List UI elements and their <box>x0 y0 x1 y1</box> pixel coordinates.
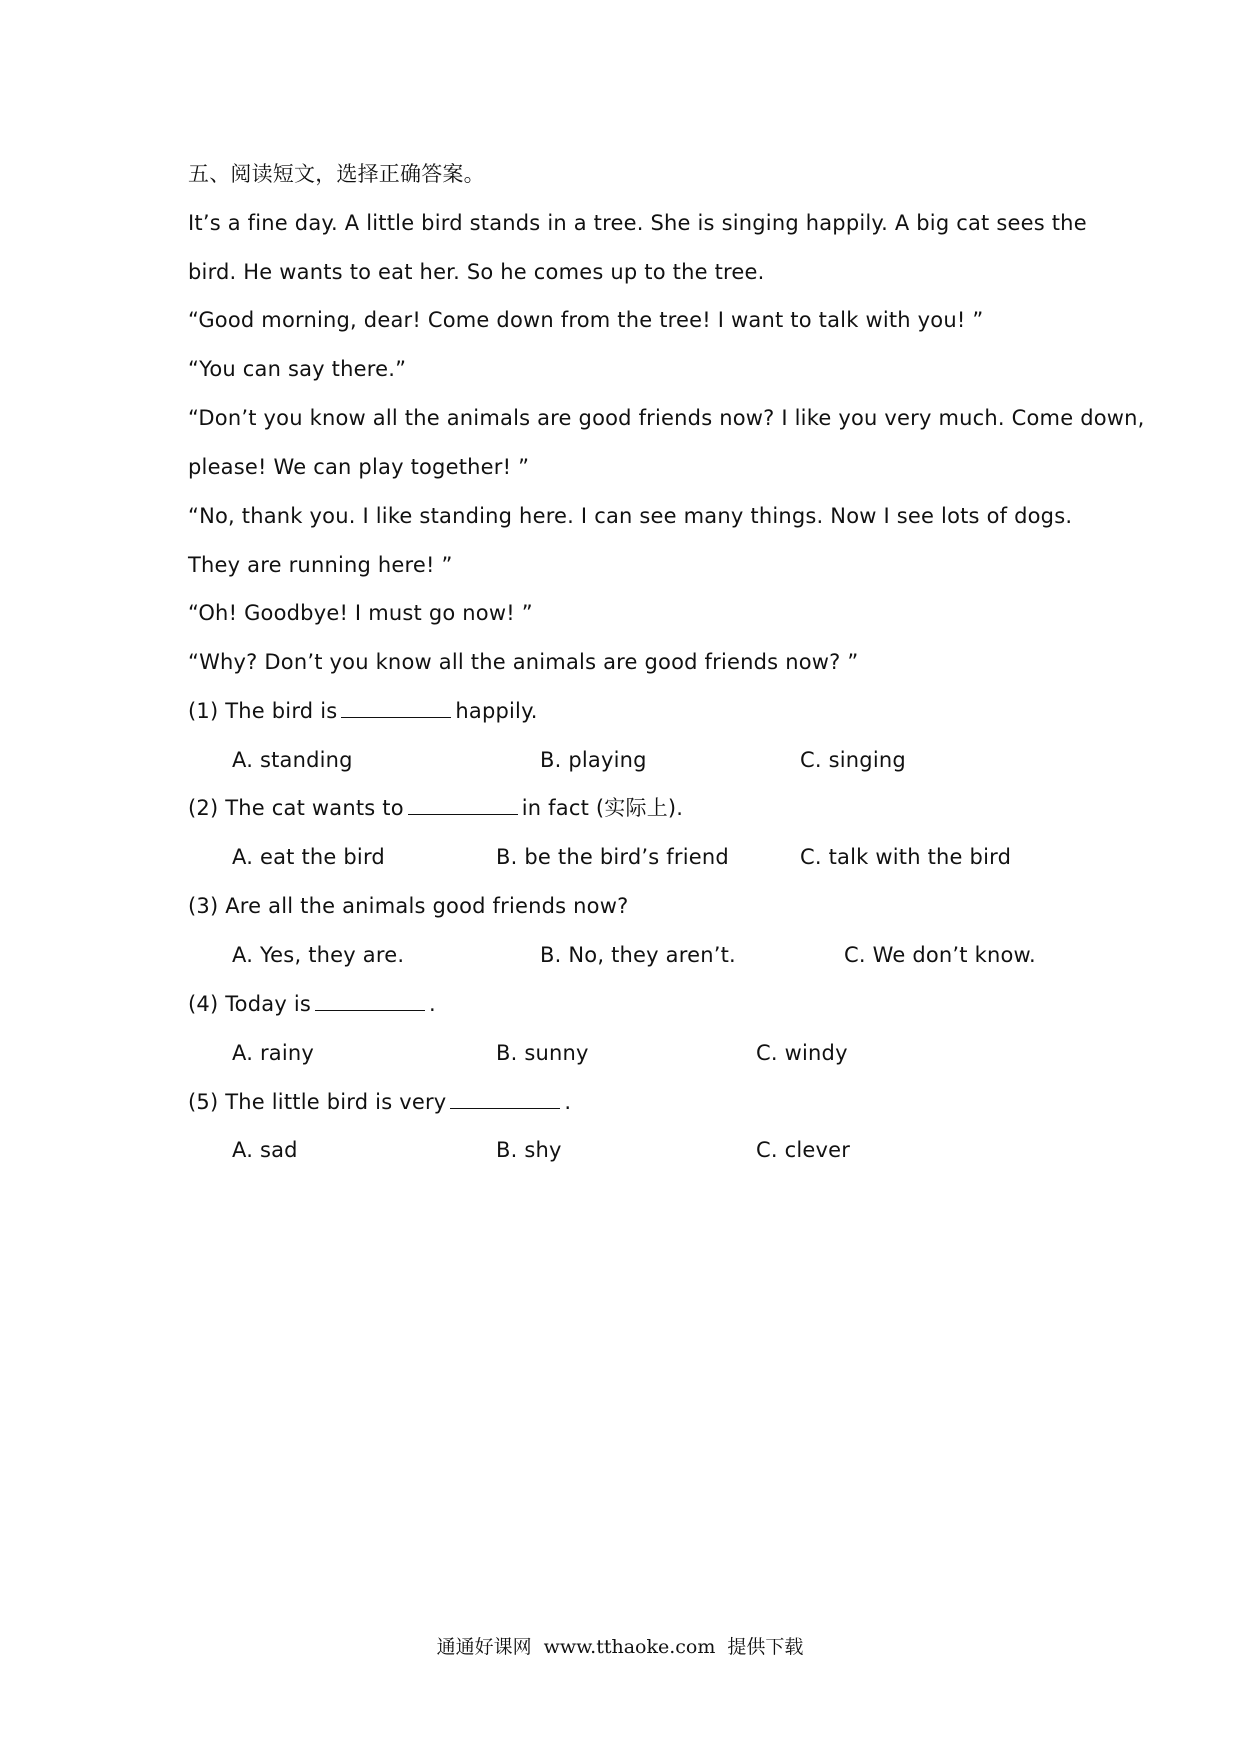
question-1 <box>188 697 538 725</box>
question-5-text: (5) The little bird is very <box>188 1090 447 1114</box>
question-4-tail: . <box>429 992 436 1016</box>
question-2 <box>188 794 683 822</box>
question-2-text: (2) The cat wants to <box>188 796 404 820</box>
question-4-option-a[interactable]: A. rainy <box>232 1041 315 1065</box>
passage-line: “Oh! Goodbye! I must go now! ” <box>188 601 533 625</box>
question-5-option-a[interactable]: A. sad <box>232 1138 298 1162</box>
passage-line: It’s a fine day. A little bird stands in a tree. She is singing happily. A big cat sees the <box>188 211 1087 235</box>
passage-line: “Don’t you know all the animals are good friends now? I like you very much. Come down, <box>188 406 1145 430</box>
question-1-option-a[interactable]: A. standing <box>232 748 353 772</box>
passage-line: please! We can play together! ” <box>188 455 530 479</box>
question-3-text: (3) Are all the animals good friends now? <box>188 894 629 918</box>
question-5-option-b[interactable]: B. shy <box>496 1138 562 1162</box>
passage-line: “No, thank you. I like standing here. I can see many things. Now I see lots of dogs. <box>188 504 1073 528</box>
question-2-option-a[interactable]: A. eat the bird <box>232 845 385 869</box>
passage-line: They are running here! ” <box>188 553 453 577</box>
question-1-text: (1) The bird is <box>188 699 338 723</box>
question-5 <box>188 1088 571 1116</box>
passage-line: “You can say there.” <box>188 357 407 381</box>
question-1-tail: happily. <box>455 699 538 723</box>
question-3-option-b[interactable]: B. No, they aren’t. <box>540 943 736 967</box>
answer-blank[interactable] <box>408 796 518 815</box>
question-1-option-c[interactable]: C. singing <box>800 748 906 772</box>
question-2-option-b[interactable]: B. be the bird’s friend <box>496 845 729 869</box>
question-2-option-c[interactable]: C. talk with the bird <box>800 845 1012 869</box>
passage-line: “Good morning, dear! Come down from the tree! I want to talk with you! ” <box>188 308 984 332</box>
question-5-tail: . <box>564 1090 572 1114</box>
question-3-option-c[interactable]: C. We don’t know. <box>844 943 1036 967</box>
question-1-option-b[interactable]: B. playing <box>540 748 647 772</box>
answer-blank[interactable] <box>341 699 451 718</box>
question-3 <box>188 892 628 920</box>
footer-note: 提供下载 <box>727 1636 804 1658</box>
question-4-option-c[interactable]: C. windy <box>756 1041 848 1065</box>
footer-site-name: 通通好课网 <box>436 1636 532 1658</box>
question-3-option-a[interactable]: A. Yes, they are. <box>232 943 405 967</box>
question-4 <box>188 990 436 1018</box>
footer-url[interactable]: www.tthaoke.com <box>543 1636 716 1658</box>
question-4-text: (4) Today is <box>188 992 312 1016</box>
answer-blank[interactable] <box>450 1090 560 1109</box>
question-2-tail: in fact (实际上). <box>521 796 684 820</box>
page-footer <box>0 1634 1240 1660</box>
section-heading: 五、阅读短文，选择正确答案。 <box>188 162 485 186</box>
question-4-option-b[interactable]: B. sunny <box>496 1041 589 1065</box>
passage-line: “Why? Don’t you know all the animals are good friends now? ” <box>188 650 859 674</box>
passage-line: bird. He wants to eat her. So he comes up to the tree. <box>188 260 765 284</box>
answer-blank[interactable] <box>315 992 425 1011</box>
question-5-option-c[interactable]: C. clever <box>756 1138 851 1162</box>
